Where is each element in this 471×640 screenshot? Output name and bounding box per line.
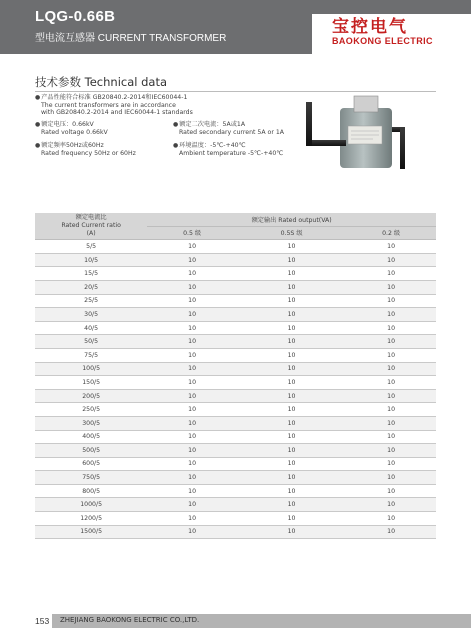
output-cell: 10 [237,471,346,485]
ratio-cell: 250/5 [35,403,147,417]
output-cell: 10 [346,457,436,471]
bullet-icon: ● [35,94,41,101]
output-cell: 10 [237,348,346,362]
output-column-header: 额定输出 Rated output(VA) [147,213,436,226]
ratio-cell: 50/5 [35,335,147,349]
product-subtitle: 型电流互感器 CURRENT TRANSFORMER [35,33,227,44]
output-cell: 10 [346,444,436,458]
ratio-cell: 25/5 [35,294,147,308]
output-cell: 10 [147,444,237,458]
output-cell: 10 [147,308,237,322]
output-cell: 10 [147,389,237,403]
ratio-cell: 75/5 [35,348,147,362]
ratio-cell: 5/5 [35,240,147,254]
ratio-cell: 750/5 [35,471,147,485]
output-cell: 10 [237,362,346,376]
output-cell: 10 [237,512,346,526]
output-cell: 10 [147,253,237,267]
output-cell: 10 [346,498,436,512]
output-cell: 10 [346,253,436,267]
spec-frequency [35,142,136,157]
ratio-cell: 20/5 [35,280,147,294]
output-cell: 10 [237,240,346,254]
bullet-icon: ● [35,121,41,128]
output-cell: 10 [147,416,237,430]
ratio-cell: 400/5 [35,430,147,444]
output-cell: 10 [237,376,346,390]
product-model: LQG-0.66B [35,8,116,25]
table-row [35,280,436,294]
output-cell: 10 [147,280,237,294]
ratio-cell: 500/5 [35,444,147,458]
output-cell: 10 [346,430,436,444]
output-cell: 10 [147,267,237,281]
output-cell: 10 [346,321,436,335]
ratio-cell: 100/5 [35,362,147,376]
spec-standard [35,94,193,117]
output-cell: 10 [237,430,346,444]
brand-logo [312,14,471,54]
ratio-cell: 600/5 [35,457,147,471]
spec-ambient-cn: 环境温度：-5℃-+40℃ [179,142,246,149]
output-cell: 10 [346,335,436,349]
ratio-cell: 1200/5 [35,512,147,526]
page-number: 153 [35,616,50,626]
output-cell: 10 [237,335,346,349]
table-row [35,321,436,335]
output-cell: 10 [237,416,346,430]
output-cell: 10 [346,376,436,390]
ratio-cell: 1000/5 [35,498,147,512]
table-row [35,403,436,417]
table-row [35,444,436,458]
table-row [35,471,436,485]
class-0.5s-header: 0.5S 级 [237,226,346,240]
brand-name-cn: 宝控电气 [332,17,408,37]
output-cell: 10 [346,362,436,376]
class-0.2-header: 0.2 级 [346,226,436,240]
output-cell: 10 [237,457,346,471]
table-row [35,362,436,376]
ratio-column-header: 额定电流比 Rated Current ratio (A) [35,213,147,240]
output-cell: 10 [147,321,237,335]
table-row [35,389,436,403]
spec-voltage [35,121,108,136]
output-cell: 10 [237,308,346,322]
bullet-icon: ● [173,121,179,128]
output-cell: 10 [147,348,237,362]
table-row [35,267,436,281]
section-title: 技术参数 Technical data [35,75,168,89]
spec-voltage-en: Rated voltage 0.66kV [41,128,108,136]
table-row [35,348,436,362]
ratio-cell: 40/5 [35,321,147,335]
output-cell: 10 [147,457,237,471]
output-cell: 10 [147,430,237,444]
output-cell: 10 [346,403,436,417]
spec-secondary-cn: 额定二次电流：5A或1A [179,121,246,128]
output-cell: 10 [147,498,237,512]
output-cell: 10 [237,294,346,308]
output-cell: 10 [237,321,346,335]
transformer-product-image [288,80,438,190]
output-cell: 10 [237,525,346,539]
footer-bar [52,614,471,628]
output-cell: 10 [346,280,436,294]
rated-output-table [35,213,436,539]
output-cell: 10 [147,484,237,498]
output-cell: 10 [346,348,436,362]
output-cell: 10 [237,267,346,281]
output-cell: 10 [346,525,436,539]
company-name: ZHEJIANG BAOKONG ELECTRIC CO.,LTD. [60,616,200,624]
ratio-cell: 1500/5 [35,525,147,539]
output-cell: 10 [346,308,436,322]
output-cell: 10 [147,240,237,254]
ratio-cell: 10/5 [35,253,147,267]
output-cell: 10 [346,484,436,498]
output-cell: 10 [237,498,346,512]
table-row [35,240,436,254]
output-cell: 10 [346,294,436,308]
table-row [35,512,436,526]
output-cell: 10 [346,267,436,281]
output-cell: 10 [346,471,436,485]
terminal-box [354,96,378,112]
output-cell: 10 [346,389,436,403]
output-cell: 10 [147,512,237,526]
output-cell: 10 [147,335,237,349]
output-cell: 10 [237,253,346,267]
spec-frequency-cn: 额定频率50Hz或60Hz [41,142,104,149]
output-cell: 10 [147,294,237,308]
spec-secondary-en: Rated secondary current 5A or 1A [179,128,285,136]
spec-standard-cn: 产品性能符合标准 GB20840.2-2014和IEC60044-1 [41,94,188,101]
bullet-icon: ● [35,142,41,149]
ratio-cell: 300/5 [35,416,147,430]
spec-standard-en2: with GB20840.2-2014 and IEC60044-1 standards [41,109,193,117]
output-cell: 10 [237,389,346,403]
spec-secondary [173,121,284,136]
table-row [35,376,436,390]
ratio-cell: 15/5 [35,267,147,281]
output-cell: 10 [346,512,436,526]
spec-standard-en1: The current transformers are in accordance [41,101,176,109]
table-row [35,294,436,308]
output-cell: 10 [147,362,237,376]
output-cell: 10 [237,444,346,458]
output-cell: 10 [147,403,237,417]
class-0.5-header: 0.5 级 [147,226,237,240]
table-row [35,498,436,512]
spec-frequency-en: Rated frequency 50Hz or 60Hz [41,149,136,157]
table-body [35,240,436,539]
spec-ambient [173,142,283,157]
bullet-icon: ● [173,142,179,149]
table-row [35,525,436,539]
ratio-cell: 30/5 [35,308,147,322]
ratio-cell: 800/5 [35,484,147,498]
output-cell: 10 [346,416,436,430]
output-cell: 10 [147,525,237,539]
ratio-cell: 200/5 [35,389,147,403]
output-cell: 10 [147,471,237,485]
table-row [35,253,436,267]
table-row [35,335,436,349]
table-row [35,457,436,471]
spec-voltage-cn: 额定电压：0.66kV [41,121,94,128]
brand-name-en: BAOKONG ELECTRIC [332,36,433,46]
table-row [35,430,436,444]
ratio-cell: 150/5 [35,376,147,390]
table-row [35,484,436,498]
table-row [35,308,436,322]
output-cell: 10 [147,376,237,390]
table-row [35,416,436,430]
output-cell: 10 [237,403,346,417]
output-cell: 10 [237,280,346,294]
output-cell: 10 [346,240,436,254]
output-cell: 10 [237,484,346,498]
spec-ambient-en: Ambient temperature -5℃-+40℃ [179,149,284,157]
